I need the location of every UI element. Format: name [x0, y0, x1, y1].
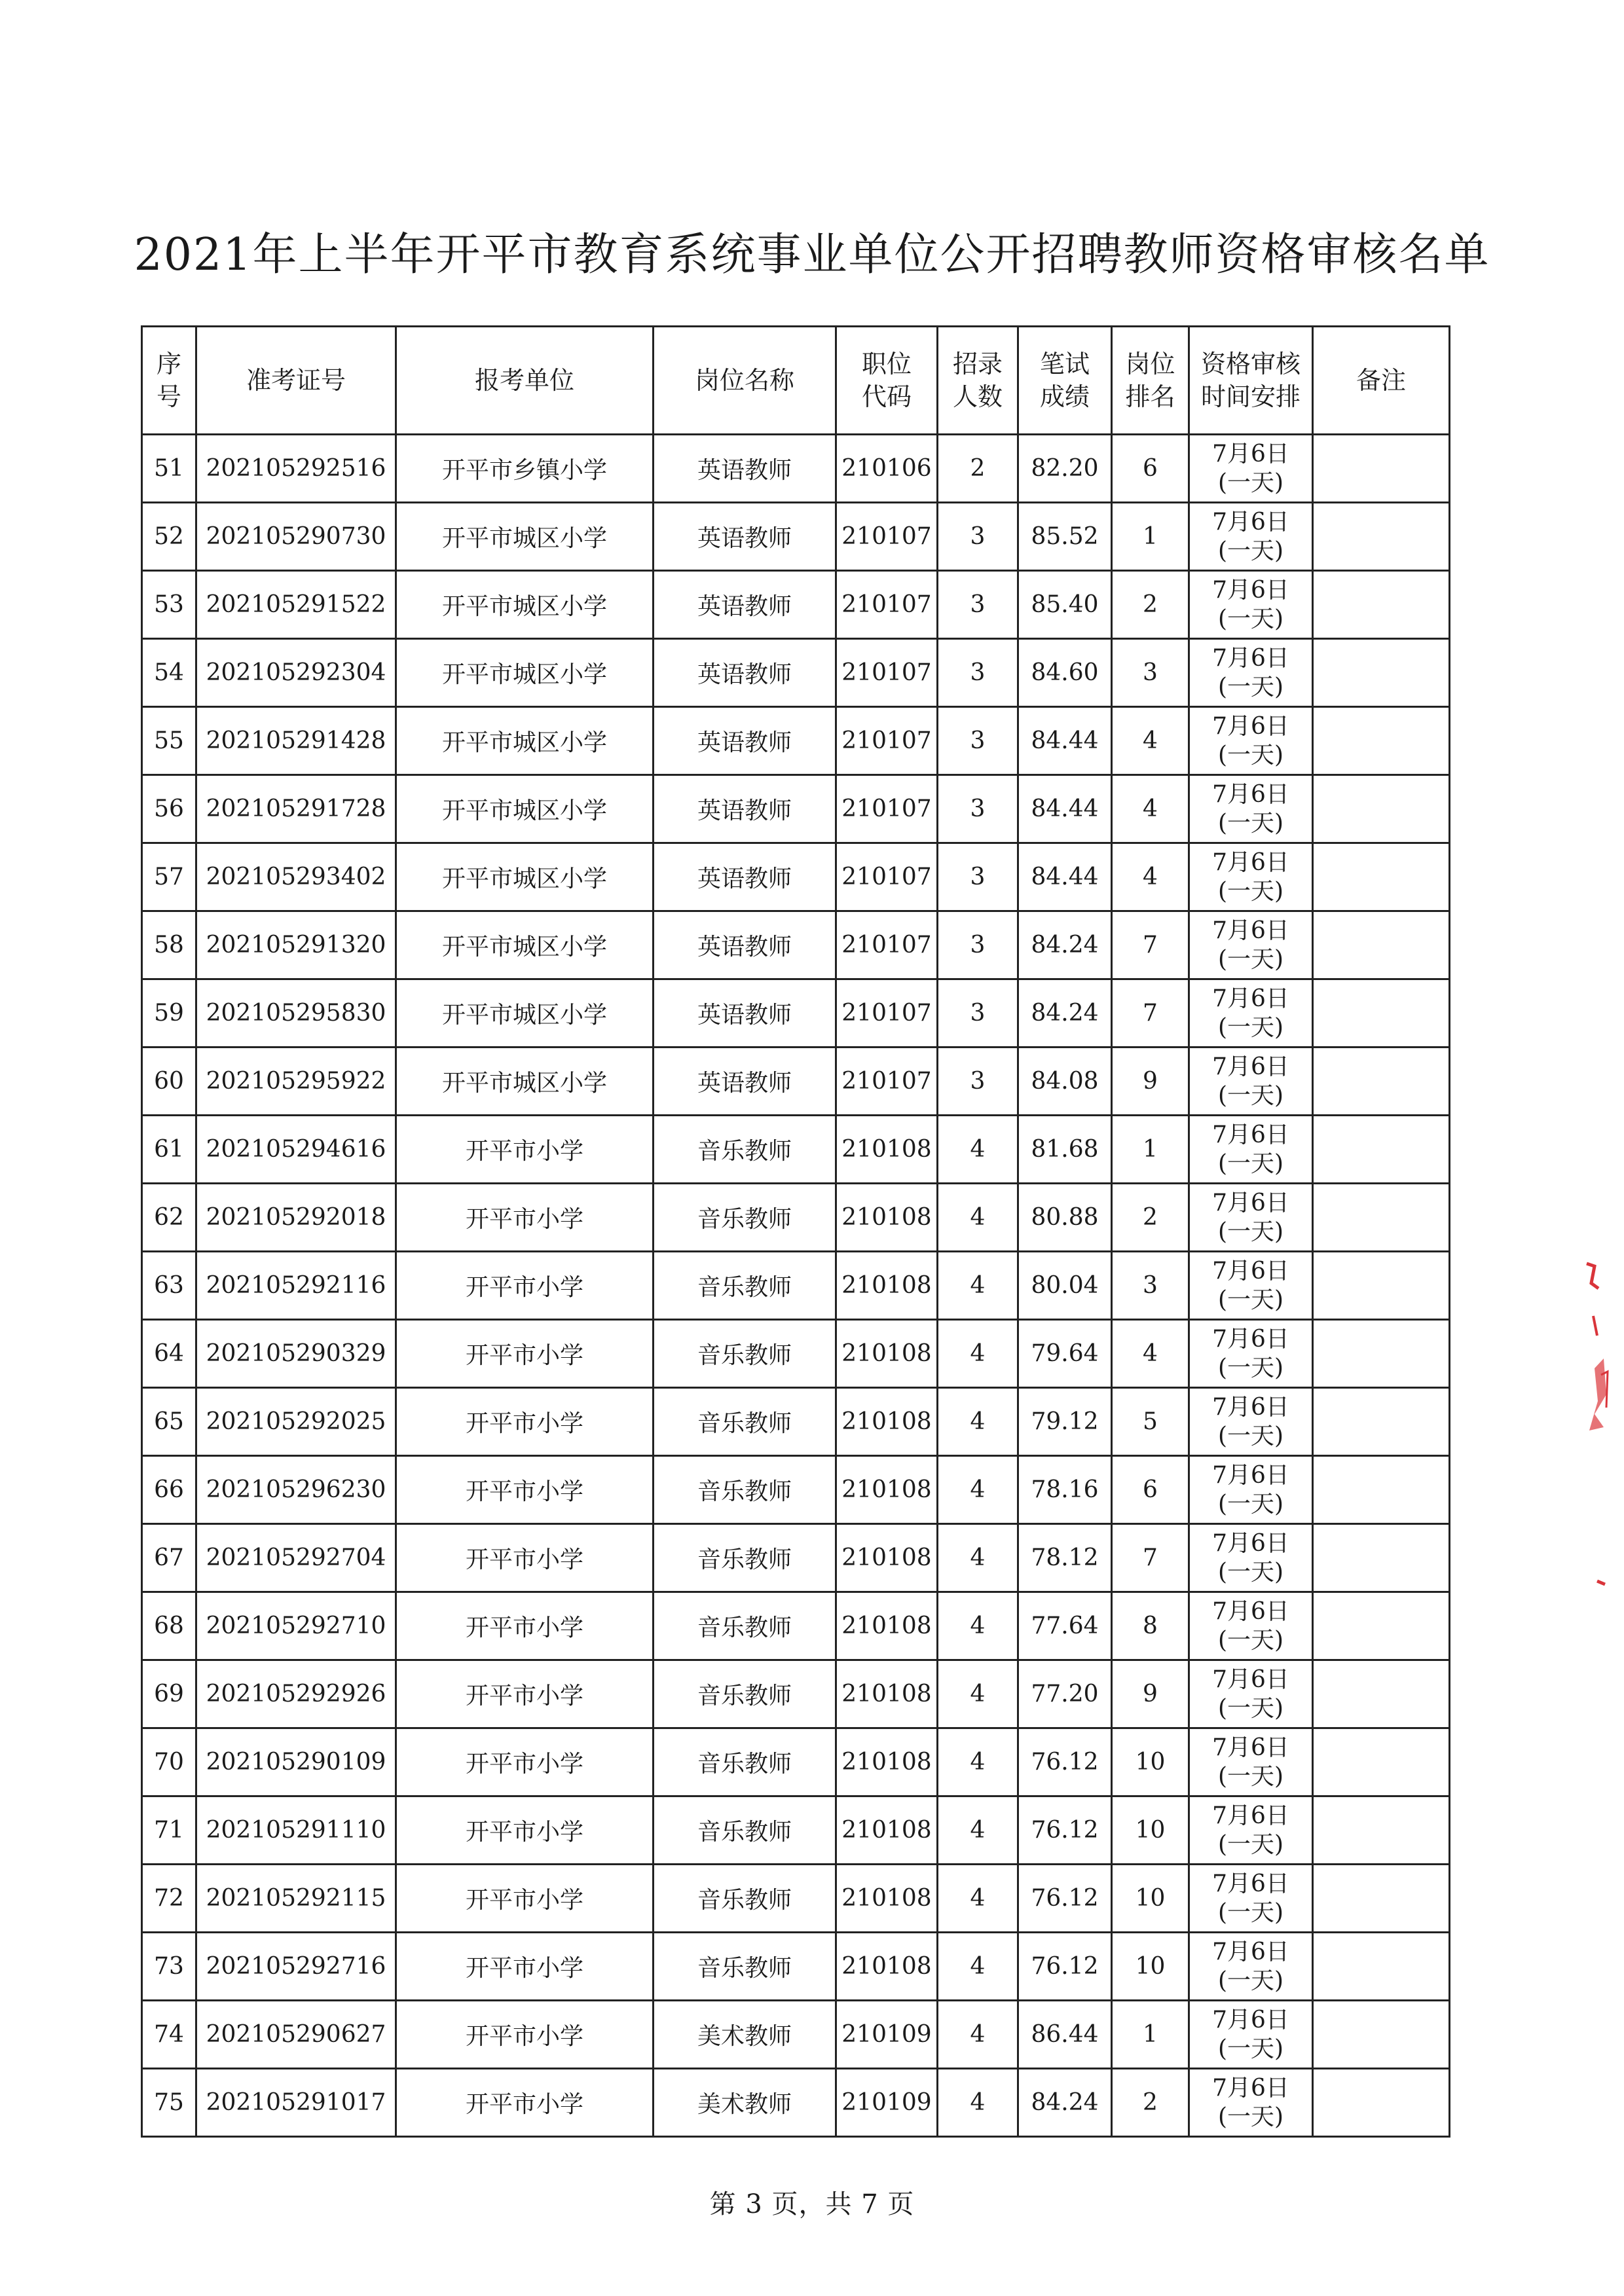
- header-col-rank: 岗位 排名: [1112, 327, 1189, 435]
- cell-post: 英语教师: [654, 911, 836, 979]
- cell-schedule: 7月6日 (一天): [1189, 2069, 1313, 2137]
- table-row: [142, 1252, 1450, 1320]
- cell-rank: 4: [1112, 1320, 1189, 1388]
- cell-note: [1313, 2001, 1450, 2069]
- cell-post: 英语教师: [654, 435, 836, 503]
- cell-score: 79.12: [1018, 1388, 1112, 1456]
- cell-score: 84.08: [1018, 1048, 1112, 1116]
- page-footer: 第 3 页，共 7 页: [709, 2189, 915, 2219]
- cell-post: 音乐教师: [654, 1592, 836, 1660]
- cell-quota: 4: [938, 1456, 1018, 1524]
- cell-quota: 3: [938, 911, 1018, 979]
- cell-unit: 开平市小学: [396, 1184, 654, 1252]
- table-row: [142, 1388, 1450, 1456]
- cell-quota: 4: [938, 1728, 1018, 1796]
- cell-post: 音乐教师: [654, 1456, 836, 1524]
- cell-rank: 3: [1112, 1252, 1189, 1320]
- cell-quota: 4: [938, 1116, 1018, 1184]
- cell-schedule: 7月6日 (一天): [1189, 1524, 1313, 1592]
- header-col-quota: 招录 人数: [938, 327, 1018, 435]
- cell-unit: 开平市小学: [396, 1728, 654, 1796]
- cell-quota: 4: [938, 1252, 1018, 1320]
- cell-unit: 开平市小学: [396, 1865, 654, 1933]
- cell-score: 84.44: [1018, 707, 1112, 775]
- table-row: [142, 1184, 1450, 1252]
- cell-rank: 9: [1112, 1660, 1189, 1728]
- cell-rank: 2: [1112, 571, 1189, 639]
- cell-rank: 1: [1112, 503, 1189, 571]
- table-row: [142, 1796, 1450, 1865]
- cell-rank: 7: [1112, 1524, 1189, 1592]
- cell-code: 210108: [836, 1184, 938, 1252]
- header-col-schedule: 资格审核 时间安排: [1189, 327, 1313, 435]
- cell-schedule: 7月6日 (一天): [1189, 1048, 1313, 1116]
- cell-rank: 7: [1112, 979, 1189, 1048]
- cell-no: 72: [142, 1865, 196, 1933]
- cell-unit: 开平市小学: [396, 1660, 654, 1728]
- cell-code: 210108: [836, 1796, 938, 1865]
- cell-quota: 3: [938, 571, 1018, 639]
- cell-unit: 开平市小学: [396, 1388, 654, 1456]
- cell-post: 音乐教师: [654, 1796, 836, 1865]
- cell-post: 美术教师: [654, 2069, 836, 2137]
- table-row: [142, 1456, 1450, 1524]
- cell-note: [1313, 1865, 1450, 1933]
- cell-exam-id: 202105292025: [196, 1388, 396, 1456]
- header-col-code: 职位 代码: [836, 327, 938, 435]
- cell-unit: 开平市城区小学: [396, 639, 654, 707]
- cell-rank: 10: [1112, 1796, 1189, 1865]
- cell-unit: 开平市小学: [396, 1796, 654, 1865]
- cell-no: 64: [142, 1320, 196, 1388]
- cell-note: [1313, 775, 1450, 843]
- table-header-row: [142, 327, 1450, 435]
- cell-quota: 4: [938, 1524, 1018, 1592]
- cell-unit: 开平市城区小学: [396, 775, 654, 843]
- cell-schedule: 7月6日 (一天): [1189, 571, 1313, 639]
- cell-post: 英语教师: [654, 843, 836, 911]
- cell-score: 85.40: [1018, 571, 1112, 639]
- cell-score: 76.12: [1018, 1796, 1112, 1865]
- cell-score: 78.12: [1018, 1524, 1112, 1592]
- cell-no: 60: [142, 1048, 196, 1116]
- cell-score: 85.52: [1018, 503, 1112, 571]
- table-row: [142, 1933, 1450, 2001]
- cell-no: 71: [142, 1796, 196, 1865]
- cell-note: [1313, 1456, 1450, 1524]
- cell-schedule: 7月6日 (一天): [1189, 1660, 1313, 1728]
- cell-exam-id: 202105292304: [196, 639, 396, 707]
- cell-code: 210108: [836, 1320, 938, 1388]
- cell-code: 210107: [836, 503, 938, 571]
- cell-code: 210108: [836, 1592, 938, 1660]
- cell-quota: 4: [938, 1388, 1018, 1456]
- cell-no: 63: [142, 1252, 196, 1320]
- header-col-exam-id: 准考证号: [196, 327, 396, 435]
- cell-rank: 1: [1112, 2001, 1189, 2069]
- cell-score: 84.24: [1018, 2069, 1112, 2137]
- cell-quota: 4: [938, 1933, 1018, 2001]
- cell-score: 76.12: [1018, 1865, 1112, 1933]
- cell-no: 56: [142, 775, 196, 843]
- cell-unit: 开平市城区小学: [396, 979, 654, 1048]
- cell-note: [1313, 1184, 1450, 1252]
- table-body: [142, 435, 1450, 2137]
- cell-quota: 4: [938, 1796, 1018, 1865]
- red-stamp-edge: [1575, 1257, 1611, 1597]
- cell-exam-id: 202105291017: [196, 2069, 396, 2137]
- cell-note: [1313, 435, 1450, 503]
- cell-score: 76.12: [1018, 1728, 1112, 1796]
- cell-code: 210108: [836, 1865, 938, 1933]
- cell-unit: 开平市城区小学: [396, 571, 654, 639]
- cell-code: 210107: [836, 775, 938, 843]
- cell-no: 58: [142, 911, 196, 979]
- cell-rank: 1: [1112, 1116, 1189, 1184]
- cell-code: 210106: [836, 435, 938, 503]
- cell-schedule: 7月6日 (一天): [1189, 707, 1313, 775]
- cell-post: 英语教师: [654, 707, 836, 775]
- cell-rank: 10: [1112, 1728, 1189, 1796]
- cell-no: 62: [142, 1184, 196, 1252]
- cell-code: 210109: [836, 2001, 938, 2069]
- cell-rank: 8: [1112, 1592, 1189, 1660]
- cell-unit: 开平市小学: [396, 2001, 654, 2069]
- cell-note: [1313, 1796, 1450, 1865]
- cell-no: 74: [142, 2001, 196, 2069]
- cell-post: 美术教师: [654, 2001, 836, 2069]
- cell-exam-id: 202105295922: [196, 1048, 396, 1116]
- cell-no: 59: [142, 979, 196, 1048]
- cell-note: [1313, 1592, 1450, 1660]
- cell-score: 76.12: [1018, 1933, 1112, 2001]
- cell-schedule: 7月6日 (一天): [1189, 979, 1313, 1048]
- cell-unit: 开平市小学: [396, 1933, 654, 2001]
- cell-quota: 4: [938, 2069, 1018, 2137]
- cell-exam-id: 202105292018: [196, 1184, 396, 1252]
- cell-quota: 3: [938, 979, 1018, 1048]
- cell-score: 84.24: [1018, 911, 1112, 979]
- cell-note: [1313, 639, 1450, 707]
- table-row: [142, 435, 1450, 503]
- cell-unit: 开平市小学: [396, 1320, 654, 1388]
- cell-score: 77.64: [1018, 1592, 1112, 1660]
- cell-schedule: 7月6日 (一天): [1189, 1388, 1313, 1456]
- cell-quota: 4: [938, 1660, 1018, 1728]
- cell-exam-id: 202105290730: [196, 503, 396, 571]
- cell-schedule: 7月6日 (一天): [1189, 843, 1313, 911]
- cell-exam-id: 202105292926: [196, 1660, 396, 1728]
- cell-exam-id: 202105292710: [196, 1592, 396, 1660]
- cell-quota: 3: [938, 775, 1018, 843]
- cell-schedule: 7月6日 (一天): [1189, 1933, 1313, 2001]
- cell-code: 210108: [836, 1933, 938, 2001]
- table-row: [142, 1592, 1450, 1660]
- table-row: [142, 1320, 1450, 1388]
- cell-unit: 开平市城区小学: [396, 911, 654, 979]
- table-row: [142, 1524, 1450, 1592]
- table-row: [142, 2069, 1450, 2137]
- cell-post: 音乐教师: [654, 1252, 836, 1320]
- cell-quota: 4: [938, 1320, 1018, 1388]
- cell-exam-id: 202105292704: [196, 1524, 396, 1592]
- cell-score: 81.68: [1018, 1116, 1112, 1184]
- cell-quota: 3: [938, 503, 1018, 571]
- cell-note: [1313, 1048, 1450, 1116]
- header-col-unit: 报考单位: [396, 327, 654, 435]
- cell-no: 68: [142, 1592, 196, 1660]
- cell-quota: 2: [938, 435, 1018, 503]
- cell-post: 英语教师: [654, 1048, 836, 1116]
- cell-no: 75: [142, 2069, 196, 2137]
- cell-no: 67: [142, 1524, 196, 1592]
- cell-no: 73: [142, 1933, 196, 2001]
- cell-quota: 3: [938, 639, 1018, 707]
- cell-schedule: 7月6日 (一天): [1189, 911, 1313, 979]
- cell-unit: 开平市小学: [396, 1456, 654, 1524]
- table-row: [142, 1865, 1450, 1933]
- cell-no: 70: [142, 1728, 196, 1796]
- cell-rank: 4: [1112, 707, 1189, 775]
- header-col-score: 笔试 成绩: [1018, 327, 1112, 435]
- cell-exam-id: 202105291728: [196, 775, 396, 843]
- cell-quota: 4: [938, 1865, 1018, 1933]
- document-title: 2021年上半年开平市教育系统事业单位公开招聘教师资格审核名单: [134, 229, 1490, 281]
- table-row: [142, 979, 1450, 1048]
- cell-rank: 5: [1112, 1388, 1189, 1456]
- table-row: [142, 1728, 1450, 1796]
- table-row: [142, 775, 1450, 843]
- table-row: [142, 2001, 1450, 2069]
- cell-exam-id: 202105295830: [196, 979, 396, 1048]
- cell-exam-id: 202105294616: [196, 1116, 396, 1184]
- cell-exam-id: 202105290329: [196, 1320, 396, 1388]
- cell-exam-id: 202105296230: [196, 1456, 396, 1524]
- cell-note: [1313, 1660, 1450, 1728]
- cell-post: 音乐教师: [654, 1660, 836, 1728]
- cell-exam-id: 202105290109: [196, 1728, 396, 1796]
- cell-post: 音乐教师: [654, 1116, 836, 1184]
- cell-code: 210107: [836, 911, 938, 979]
- cell-exam-id: 202105292716: [196, 1933, 396, 2001]
- cell-note: [1313, 2069, 1450, 2137]
- cell-exam-id: 202105293402: [196, 843, 396, 911]
- cell-score: 78.16: [1018, 1456, 1112, 1524]
- cell-code: 210108: [836, 1456, 938, 1524]
- cell-post: 英语教师: [654, 571, 836, 639]
- cell-quota: 3: [938, 1048, 1018, 1116]
- cell-code: 210108: [836, 1116, 938, 1184]
- cell-no: 65: [142, 1388, 196, 1456]
- cell-code: 210108: [836, 1660, 938, 1728]
- cell-unit: 开平市城区小学: [396, 843, 654, 911]
- cell-note: [1313, 1728, 1450, 1796]
- cell-post: 英语教师: [654, 639, 836, 707]
- cell-post: 音乐教师: [654, 1933, 836, 2001]
- cell-code: 210108: [836, 1252, 938, 1320]
- cell-schedule: 7月6日 (一天): [1189, 1592, 1313, 1660]
- cell-no: 51: [142, 435, 196, 503]
- cell-unit: 开平市小学: [396, 2069, 654, 2137]
- cell-score: 84.60: [1018, 639, 1112, 707]
- cell-rank: 10: [1112, 1933, 1189, 2001]
- cell-note: [1313, 1933, 1450, 2001]
- cell-schedule: 7月6日 (一天): [1189, 1796, 1313, 1865]
- cell-note: [1313, 1388, 1450, 1456]
- cell-exam-id: 202105291320: [196, 911, 396, 979]
- cell-note: [1313, 979, 1450, 1048]
- cell-no: 69: [142, 1660, 196, 1728]
- cell-no: 66: [142, 1456, 196, 1524]
- cell-unit: 开平市乡镇小学: [396, 435, 654, 503]
- cell-quota: 4: [938, 2001, 1018, 2069]
- cell-post: 英语教师: [654, 775, 836, 843]
- roster-table: [141, 325, 1450, 2138]
- cell-score: 84.44: [1018, 775, 1112, 843]
- cell-rank: 4: [1112, 843, 1189, 911]
- cell-code: 210107: [836, 843, 938, 911]
- cell-schedule: 7月6日 (一天): [1189, 1252, 1313, 1320]
- cell-rank: 9: [1112, 1048, 1189, 1116]
- cell-unit: 开平市小学: [396, 1116, 654, 1184]
- cell-note: [1313, 843, 1450, 911]
- cell-note: [1313, 1252, 1450, 1320]
- cell-post: 音乐教师: [654, 1388, 836, 1456]
- cell-score: 80.04: [1018, 1252, 1112, 1320]
- cell-exam-id: 202105291110: [196, 1796, 396, 1865]
- cell-no: 61: [142, 1116, 196, 1184]
- cell-rank: 3: [1112, 639, 1189, 707]
- cell-code: 210108: [836, 1524, 938, 1592]
- cell-post: 音乐教师: [654, 1865, 836, 1933]
- cell-code: 210108: [836, 1388, 938, 1456]
- table-row: [142, 571, 1450, 639]
- cell-schedule: 7月6日 (一天): [1189, 1184, 1313, 1252]
- cell-exam-id: 202105292116: [196, 1252, 396, 1320]
- cell-rank: 2: [1112, 1184, 1189, 1252]
- cell-exam-id: 202105292516: [196, 435, 396, 503]
- cell-unit: 开平市小学: [396, 1252, 654, 1320]
- cell-schedule: 7月6日 (一天): [1189, 435, 1313, 503]
- cell-no: 55: [142, 707, 196, 775]
- cell-no: 54: [142, 639, 196, 707]
- cell-no: 52: [142, 503, 196, 571]
- cell-code: 210107: [836, 707, 938, 775]
- cell-rank: 10: [1112, 1865, 1189, 1933]
- cell-exam-id: 202105290627: [196, 2001, 396, 2069]
- cell-rank: 6: [1112, 1456, 1189, 1524]
- cell-unit: 开平市城区小学: [396, 707, 654, 775]
- table-row: [142, 1660, 1450, 1728]
- header-col-no: 序 号: [142, 327, 196, 435]
- cell-post: 音乐教师: [654, 1184, 836, 1252]
- cell-note: [1313, 1116, 1450, 1184]
- cell-exam-id: 202105291522: [196, 571, 396, 639]
- cell-schedule: 7月6日 (一天): [1189, 1116, 1313, 1184]
- cell-no: 53: [142, 571, 196, 639]
- header-col-note: 备注: [1313, 327, 1450, 435]
- table-row: [142, 1048, 1450, 1116]
- cell-code: 210108: [836, 1728, 938, 1796]
- cell-unit: 开平市小学: [396, 1592, 654, 1660]
- cell-exam-id: 202105292115: [196, 1865, 396, 1933]
- cell-quota: 3: [938, 707, 1018, 775]
- cell-exam-id: 202105291428: [196, 707, 396, 775]
- cell-code: 210109: [836, 2069, 938, 2137]
- cell-note: [1313, 1320, 1450, 1388]
- table-row: [142, 503, 1450, 571]
- table-row: [142, 639, 1450, 707]
- cell-post: 音乐教师: [654, 1728, 836, 1796]
- cell-quota: 4: [938, 1184, 1018, 1252]
- cell-note: [1313, 911, 1450, 979]
- cell-score: 86.44: [1018, 2001, 1112, 2069]
- cell-no: 57: [142, 843, 196, 911]
- table-row: [142, 1116, 1450, 1184]
- header-col-post: 岗位名称: [654, 327, 836, 435]
- cell-unit: 开平市城区小学: [396, 1048, 654, 1116]
- cell-schedule: 7月6日 (一天): [1189, 1728, 1313, 1796]
- cell-schedule: 7月6日 (一天): [1189, 1320, 1313, 1388]
- cell-code: 210107: [836, 1048, 938, 1116]
- cell-note: [1313, 707, 1450, 775]
- cell-quota: 3: [938, 843, 1018, 911]
- cell-unit: 开平市城区小学: [396, 503, 654, 571]
- cell-note: [1313, 571, 1450, 639]
- cell-schedule: 7月6日 (一天): [1189, 1865, 1313, 1933]
- cell-unit: 开平市小学: [396, 1524, 654, 1592]
- cell-score: 79.64: [1018, 1320, 1112, 1388]
- cell-post: 音乐教师: [654, 1524, 836, 1592]
- table-row: [142, 707, 1450, 775]
- cell-schedule: 7月6日 (一天): [1189, 1456, 1313, 1524]
- cell-schedule: 7月6日 (一天): [1189, 639, 1313, 707]
- cell-schedule: 7月6日 (一天): [1189, 503, 1313, 571]
- cell-score: 82.20: [1018, 435, 1112, 503]
- table-row: [142, 843, 1450, 911]
- cell-rank: 4: [1112, 775, 1189, 843]
- cell-score: 84.24: [1018, 979, 1112, 1048]
- cell-code: 210107: [836, 571, 938, 639]
- cell-rank: 6: [1112, 435, 1189, 503]
- cell-post: 英语教师: [654, 503, 836, 571]
- cell-code: 210107: [836, 979, 938, 1048]
- cell-quota: 4: [938, 1592, 1018, 1660]
- cell-schedule: 7月6日 (一天): [1189, 775, 1313, 843]
- cell-score: 84.44: [1018, 843, 1112, 911]
- cell-rank: 7: [1112, 911, 1189, 979]
- cell-post: 音乐教师: [654, 1320, 836, 1388]
- cell-code: 210107: [836, 639, 938, 707]
- cell-schedule: 7月6日 (一天): [1189, 2001, 1313, 2069]
- table-row: [142, 911, 1450, 979]
- cell-rank: 2: [1112, 2069, 1189, 2137]
- cell-score: 80.88: [1018, 1184, 1112, 1252]
- cell-note: [1313, 503, 1450, 571]
- cell-post: 英语教师: [654, 979, 836, 1048]
- cell-note: [1313, 1524, 1450, 1592]
- cell-score: 77.20: [1018, 1660, 1112, 1728]
